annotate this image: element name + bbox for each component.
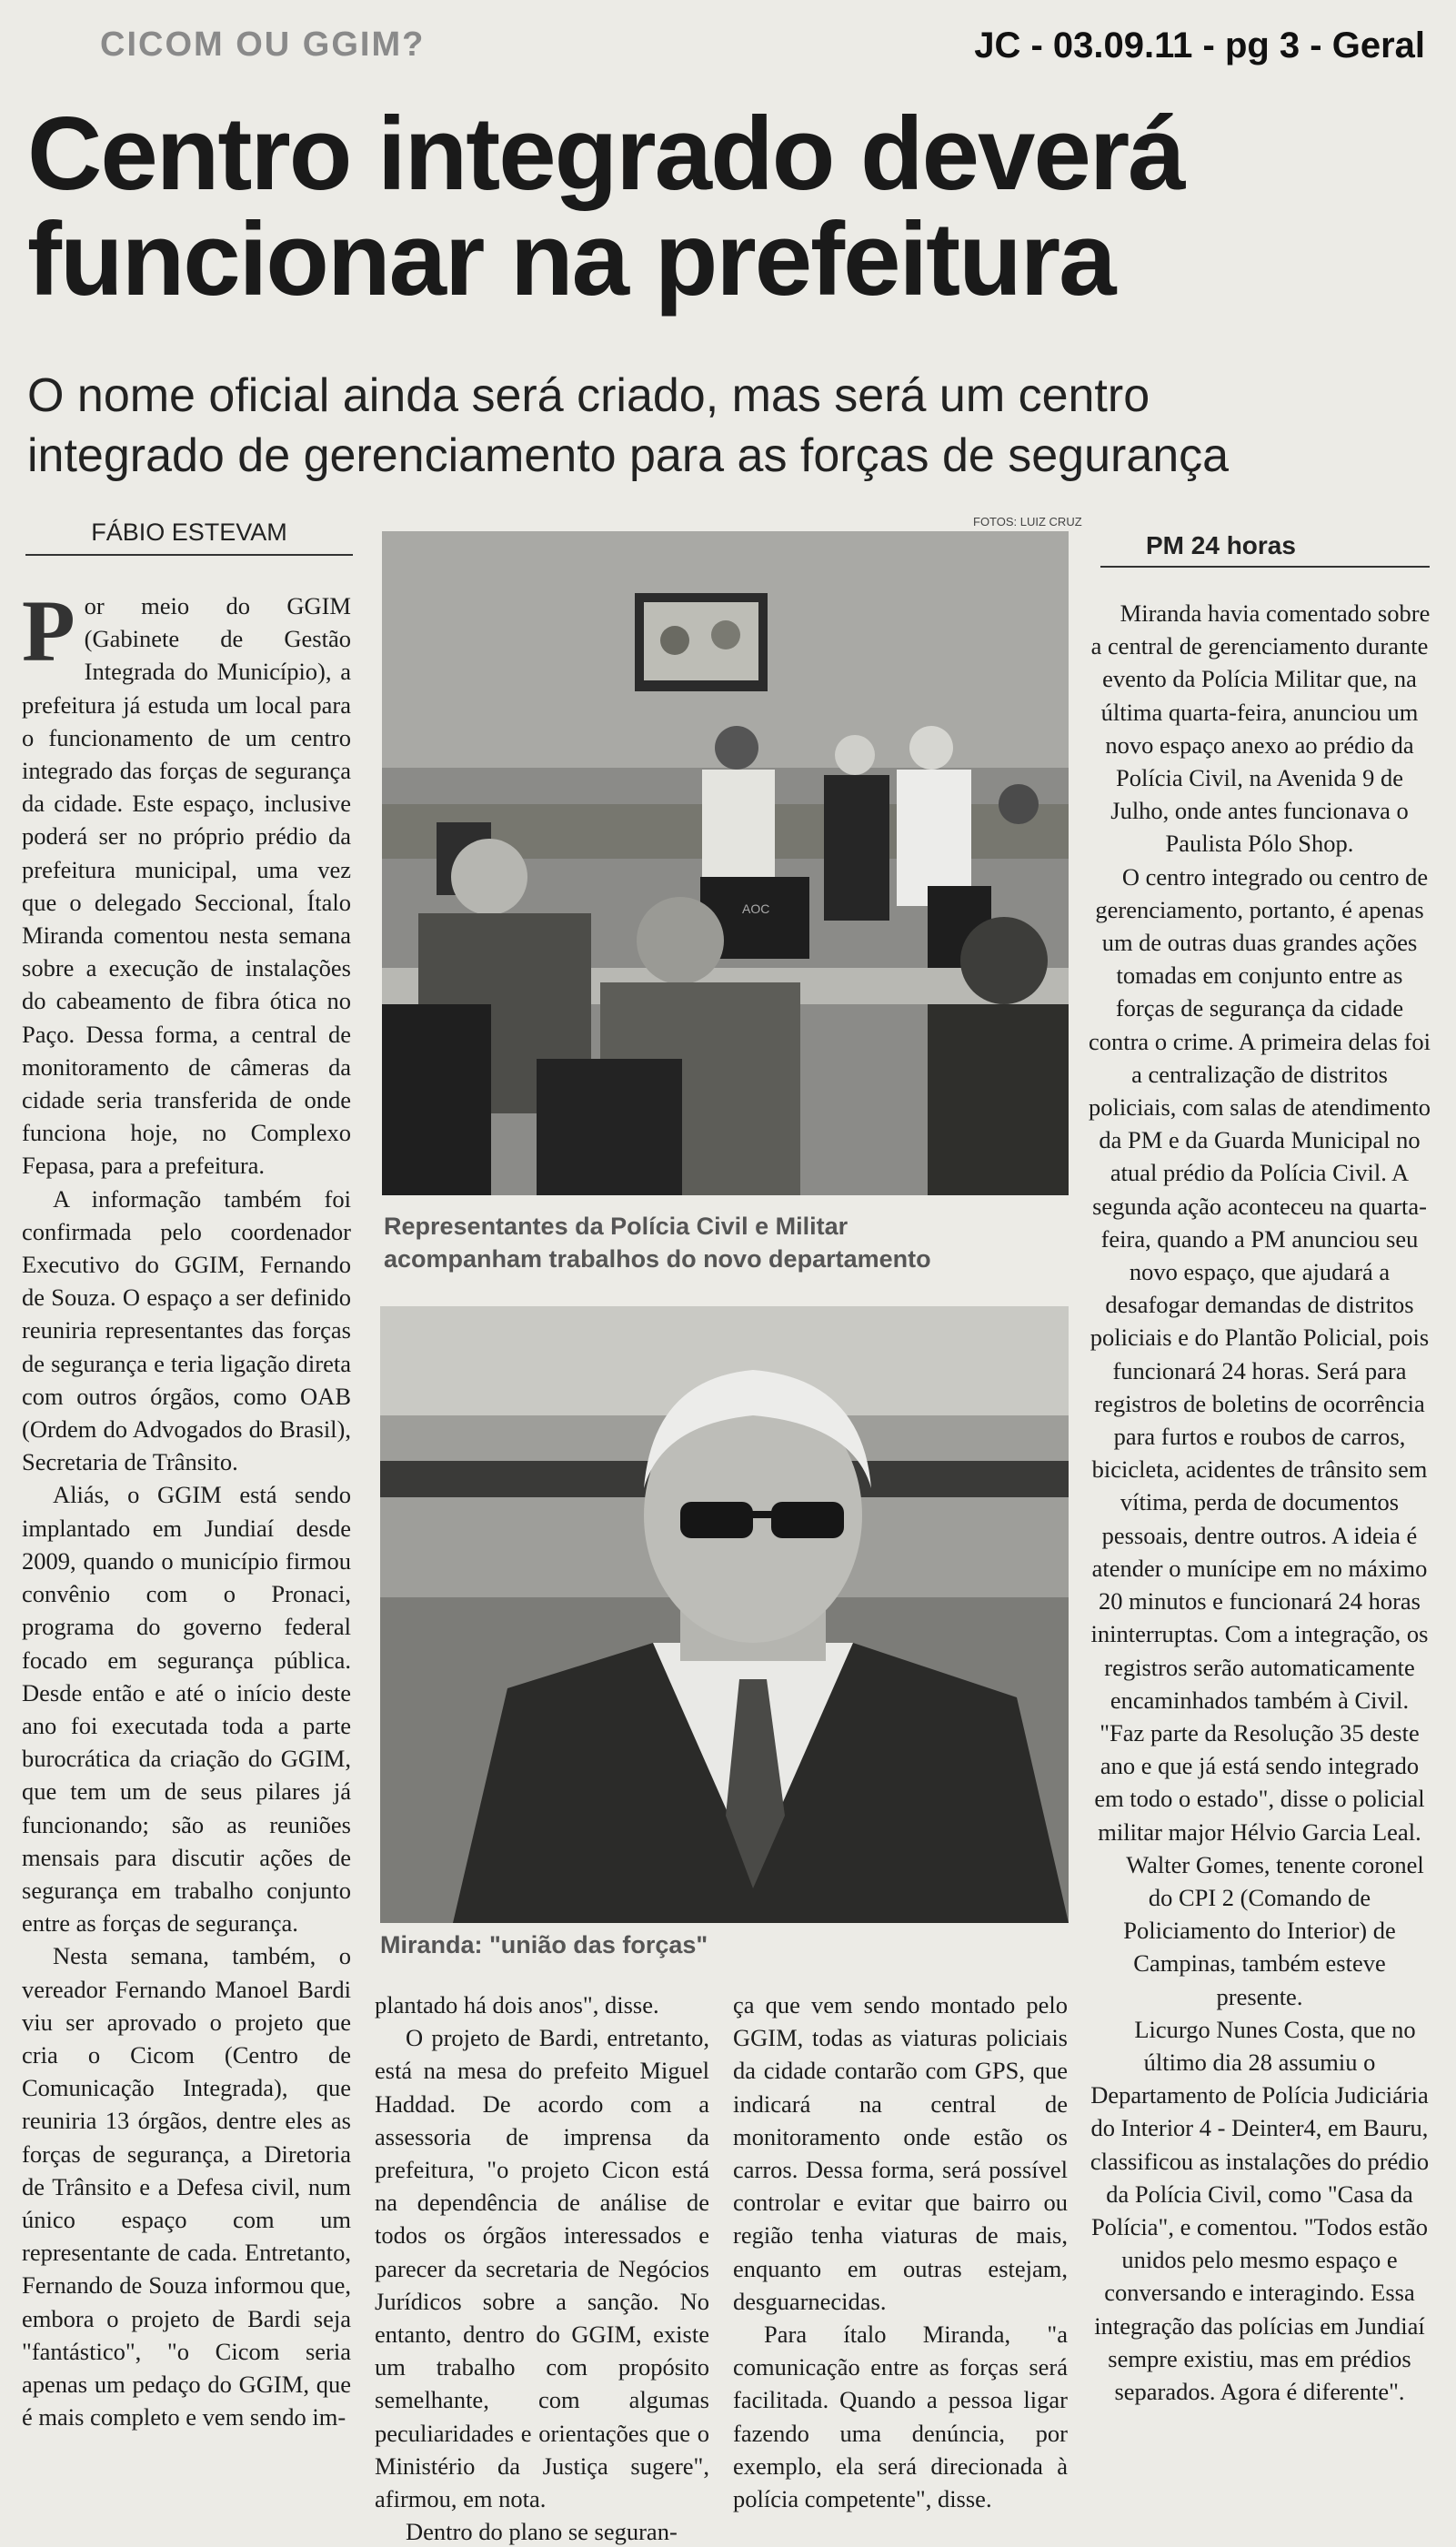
subheadline (27, 366, 1246, 486)
paragraph (22, 589, 351, 1183)
paragraph: O centro integrado ou centro de gerenciamento, portanto, é apenas um de outras duas grandes ações tomadas em conjunto entre as forças de segurança da cidade contra o crime. A primeira delas foi a centralização de distritos policiais, com salas de atendimento da PM e da Guarda Municipal no atual prédio da Polícia Civil. A segunda ação aconteceu na quarta-feira, quando a PM anunciou seu novo espaço, que ajudará a desafogar demandas de distritos policiais e do Plantão Policial, pois funcionará 24 horas. Será para registros de boletins de ocorrência para furtos e roubos de carros, bicicleta, acidentes de trânsito sem vítima, perda de documentos pessoais, dentre outros. A ideia é atender o munícipe em no máximo 20 minutos e funcionará 24 horas ininterruptas. Com a integração, os registros serão automaticamente encaminhados também à Civil. "Faz parte da Resolução 35 deste ano e que já está sendo integrado em todo o estado", disse o policial militar major Hélvio Garcia Leal. (1088, 862, 1431, 1846)
paragraph: Miranda havia comentado sobre a central de gerenciamento durante evento da Polícia Militar que, na última quarta-feira, anunciou um novo espaço anexo ao prédio da Polícia Civil, na Avenida 9 de Julho, onde antes funcionava o Paulista Pólo Shop. (1090, 599, 1431, 858)
paragraph: O projeto de Bardi, entretanto, está na mesa do prefeito Miguel Haddad. De acordo com a assessoria de imprensa da prefeitura, "o projeto Cicon está na dependência de análise de todos os órgãos interessados e parecer da secretaria de Negócios Jurídicos sobre a sanção. No entanto, dentro do GGIM, existe um trabalho com propósito semelhante, com algumas peculiaridades e orientações que o Ministério da Justiça sugere", afirmou, em nota. (375, 2024, 709, 2513)
sidebar-title: PM 24 horas (1100, 531, 1430, 568)
article-column-3 (733, 1988, 1068, 2547)
caption-line-2: acompanham trabalhos do novo departamento (384, 1245, 931, 1273)
subhead-line-2: integrado de gerenciamento para as forças de segurança (27, 429, 1230, 482)
photo-miranda (380, 1306, 1069, 1923)
paragraph: Licurgo Nunes Costa, que no último dia 28 assumiu o Departamento de Polícia Judiciária do Interior 4 - Deinter4, em Bauru, classificou as instalações do prédio da Polícia Civil, como "Casa da Polícia", e comentou. "Todos estão unidos pelo mesmo espaço e conversando e interagindo. Essa integração das polícias em Jundiaí sempre existiu, mas em prédios separados. Agora é diferente". (1089, 2015, 1430, 2405)
photo-meeting (382, 531, 1069, 1195)
monitor-label: AOC (742, 901, 770, 916)
drop-cap: P (22, 589, 75, 680)
paragraph: Dentro do plano se seguran- (406, 2518, 678, 2546)
caption-line-1: Representantes da Polícia Civil e Militar (384, 1213, 848, 1240)
paragraph-text: or meio do GGIM (Gabinete de Gestão Integrada do Município), a prefeitura já estuda um local para o funcionamento de um centro integrado das forças de segurança da cidade. Este espaço, inclusive poderá ser no próprio prédio da prefeitura municipal, uma vez que o delegado Seccional, Ítalo Miranda comentou nesta semana sobre a execução de instalações do cabeamento de fibra ótica no Paço. Dessa forma, a central de monitoramento de câmeras da cidade seria transferida de onde funciona hoje, no Complexo Fepasa, para a prefeitura. (22, 592, 351, 1180)
photo-miranda-illustration (380, 1306, 1069, 1923)
headline-line-1: Centro integrado deverá (27, 96, 1184, 212)
photo-credit: FOTOS: LUIZ CRUZ (973, 515, 1082, 529)
paragraph: plantado há dois anos", disse. (375, 1991, 659, 2018)
paragraph: ça que vem sendo montado pelo GGIM, todas as viaturas policiais da cidade contarão com GPS, que indicará na central de monitoramento onde estão os carros. Dessa forma, será possível controlar e evitar que bairro ou região tenha viaturas de mais, enquanto em outras estejam, desguarnecidas. (733, 1991, 1068, 2315)
paragraph: Walter Gomes, tenente coronel do CPI 2 (Comando de Policiamento do Interior) de Campinas, também esteve presente. (1123, 1850, 1424, 2010)
paragraph: Nesta semana, também, o vereador Fernando Manoel Bardi viu ser aprovado o projeto que cria o Cicom (Centro de Comunicação Integrada), que reuniria 13 órgãos, dentre eles as forças de segurança, a Diretoria de Trânsito e a Defesa civil, num único espaço com um representante de cada. Entretanto, Fernando de Souza informou que, embora o projeto de Bardi seja "fantástico", "o Cicom seria apenas um pedaço do GGIM, que é mais completo e vem sendo im- (22, 1942, 351, 2431)
headline-line-2: funcionar na prefeitura (27, 202, 1115, 317)
article-column-1 (22, 589, 351, 2547)
photo-caption-1 (384, 1210, 1075, 1275)
page-reference: JC - 03.09.11 - pg 3 - Geral (974, 25, 1425, 65)
subhead-line-1: O nome oficial ainda será criado, mas será um centro (27, 369, 1150, 422)
paragraph: Aliás, o GGIM está sendo implantado em Jundiaí desde 2009, quando o município firmou convênio com o Pronaci, programa do governo federal focado em segurança pública. Desde então e até o início deste ano foi executada toda a parte burocrática da criação do GGIM, que tem um de seus pilares já funcionando; são as reuniões mensais para discutir ações de segurança em trabalho conjunto entre as forças de segurança. (22, 1481, 351, 1938)
kicker: CICOM OU GGIM? (100, 25, 426, 64)
paragraph: A informação também foi confirmada pelo coordenador Executivo do GGIM, Fernando de Souza. O espaço a ser definido reuniria representantes das forças de segurança e teria ligação direta com outros órgãos, como OAB (Ordem do Advogados do Brasil), Secretaria de Trânsito. (22, 1184, 351, 1476)
paragraph: Para ítalo Miranda, "a comunicação entre as forças será facilitada. Quando a pessoa ligar fazendo uma denúncia, por exemplo, ela será direcionada à polícia competente", disse. (733, 2320, 1068, 2513)
sidebar-column (1088, 597, 1431, 2547)
photo-caption-2: Miranda: "união das forças" (380, 1931, 708, 1958)
byline: FÁBIO ESTEVAM (25, 518, 353, 556)
article-column-2 (375, 1988, 709, 2547)
photo-meeting-illustration (382, 531, 1069, 1195)
headline (27, 96, 1255, 317)
